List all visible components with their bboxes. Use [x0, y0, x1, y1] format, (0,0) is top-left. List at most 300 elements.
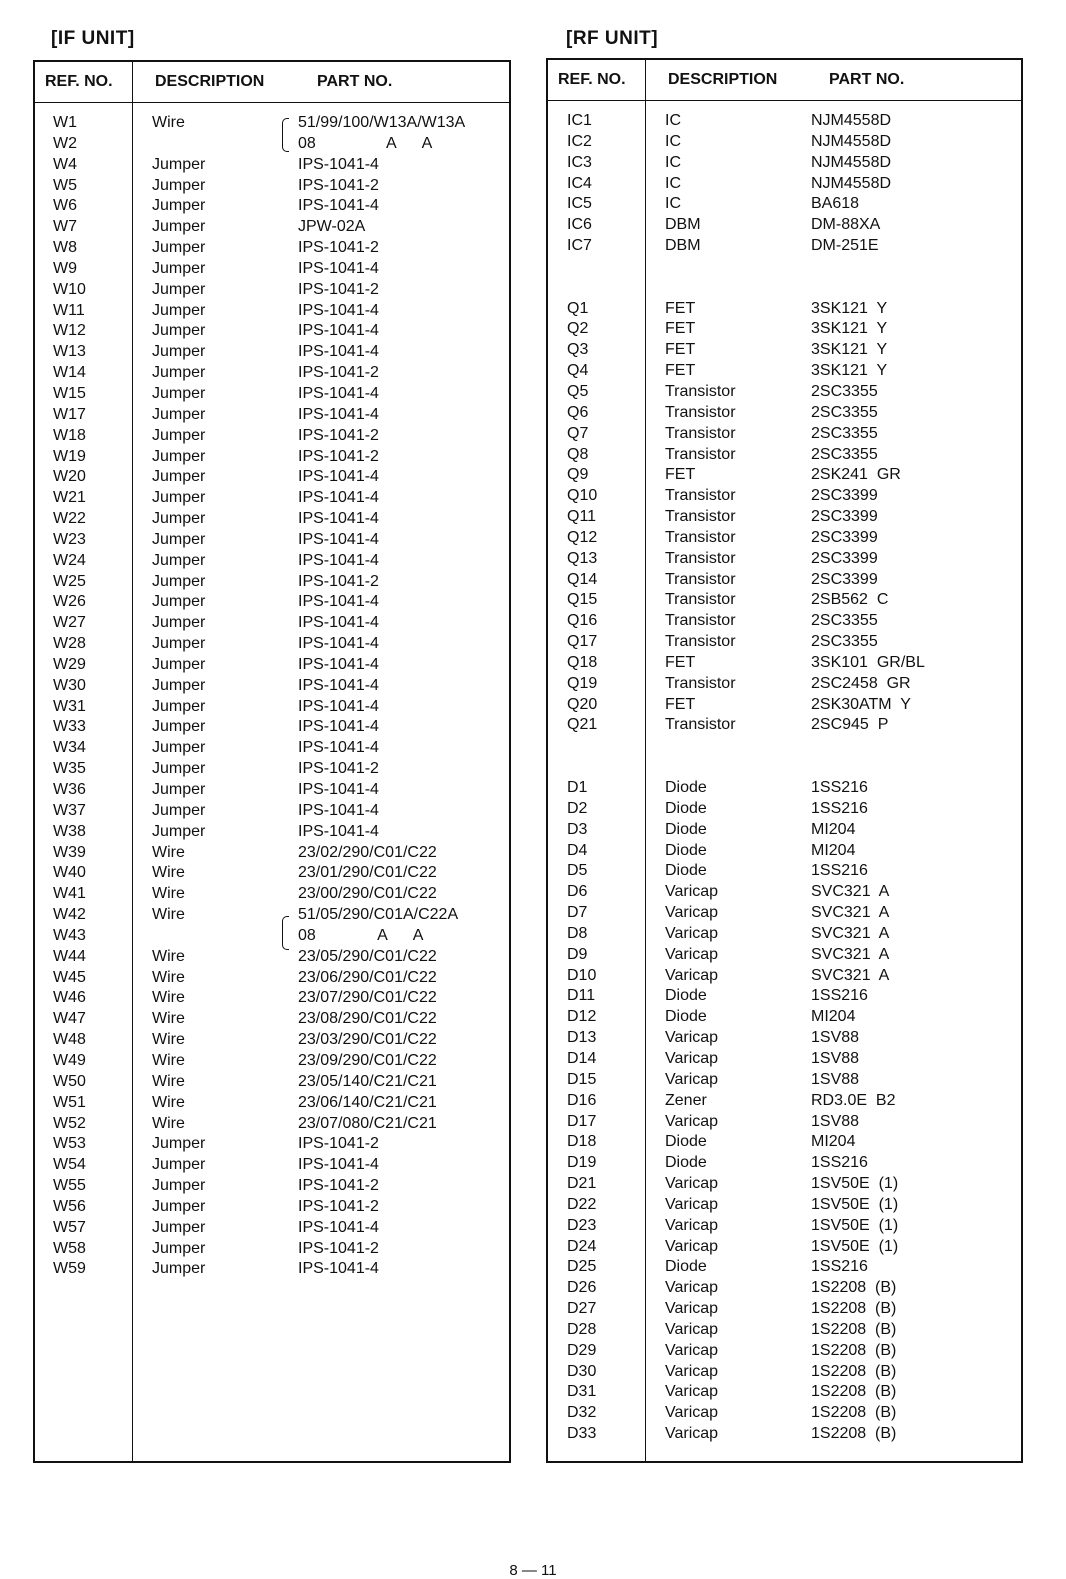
table-row — [35, 801, 509, 822]
table-row — [548, 674, 1021, 695]
part-number-cell: IPS-1041-2 — [298, 1239, 379, 1257]
table-row — [35, 1114, 509, 1135]
table-row — [548, 382, 1021, 403]
ref-cell: W46 — [53, 989, 86, 1007]
description-cell: Transistor — [665, 674, 736, 692]
ref-cell: W22 — [53, 510, 86, 528]
description-cell: Jumper — [152, 176, 206, 194]
description-cell: FET — [665, 320, 696, 338]
if-header-part: PART NO. — [317, 73, 393, 90]
ref-cell: IC7 — [567, 237, 592, 255]
description-cell: Wire — [152, 843, 185, 861]
table-row — [35, 1134, 509, 1155]
description-cell: Wire — [152, 968, 185, 986]
part-number-cell: IPS-1041-4 — [298, 197, 379, 215]
description-cell: Jumper — [152, 343, 206, 361]
description-cell: Varicap — [665, 1279, 719, 1297]
description-cell: Jumper — [152, 572, 206, 590]
ref-cell: W57 — [53, 1218, 86, 1236]
table-row — [35, 259, 509, 280]
part-number-cell: IPS-1041-4 — [298, 343, 379, 361]
description-cell: Varicap — [665, 1070, 719, 1088]
part-number-cell: 1SS216 — [811, 1258, 868, 1276]
table-row — [548, 778, 1021, 799]
table-row — [548, 882, 1021, 903]
description-cell: Jumper — [152, 405, 206, 423]
ref-cell: W13 — [53, 343, 86, 361]
table-row — [35, 780, 509, 801]
description-cell: Jumper — [152, 1177, 206, 1195]
description-cell: Varicap — [665, 945, 719, 963]
ref-cell: W35 — [53, 760, 86, 778]
table-row — [548, 340, 1021, 361]
part-number-cell: IPS-1041-4 — [298, 614, 379, 632]
part-number-cell: 23/05/140/C21/C21 — [298, 1072, 437, 1090]
table-row — [35, 384, 509, 405]
part-number-cell: IPS-1041-2 — [298, 1197, 379, 1215]
part-number-cell: MI204 — [811, 820, 856, 838]
ref-cell: Q16 — [567, 612, 598, 630]
ref-cell: D24 — [567, 1237, 597, 1255]
description-cell: Wire — [152, 885, 185, 903]
part-number-cell: 1S2208 (B) — [811, 1425, 897, 1443]
ref-cell: Q6 — [567, 403, 589, 421]
part-number-cell: 1S2208 (B) — [811, 1362, 897, 1380]
description-cell: Zener — [665, 1091, 707, 1109]
part-number-cell: BA618 — [811, 195, 860, 213]
ref-cell: IC4 — [567, 174, 592, 192]
description-cell: Jumper — [152, 739, 206, 757]
description-cell: FET — [665, 695, 696, 713]
table-row — [548, 861, 1021, 882]
ref-cell: D3 — [567, 820, 588, 838]
table-row — [548, 924, 1021, 945]
table-row — [548, 986, 1021, 1007]
ref-cell: W56 — [53, 1197, 86, 1215]
table-row — [548, 424, 1021, 445]
description-cell: DBM — [665, 237, 701, 255]
table-row — [548, 1320, 1021, 1341]
table-row — [35, 551, 509, 572]
table-row — [548, 1278, 1021, 1299]
description-cell: Diode — [665, 1133, 707, 1151]
table-row — [548, 215, 1021, 236]
part-number-cell: SVC321 A — [811, 904, 890, 922]
table-row — [548, 1028, 1021, 1049]
description-cell: Varicap — [665, 1049, 719, 1067]
description-cell: Varicap — [665, 883, 719, 901]
part-number-cell: IPS-1041-4 — [298, 530, 379, 548]
table-row — [548, 1112, 1021, 1133]
description-cell: Transistor — [665, 445, 736, 463]
part-number-cell: 23/02/290/C01/C22 — [298, 843, 437, 861]
ref-cell: W18 — [53, 426, 86, 444]
ref-cell: W19 — [53, 447, 86, 465]
ref-cell: Q1 — [567, 299, 589, 317]
if-bracket-w42-w43 — [282, 916, 289, 950]
table-row — [548, 1174, 1021, 1195]
table-row — [35, 947, 509, 968]
table-row — [35, 134, 509, 155]
part-number-cell: IPS-1041-4 — [298, 468, 379, 486]
part-number-cell: 23/06/290/C01/C22 — [298, 968, 437, 986]
table-row — [35, 447, 509, 468]
table-row — [35, 196, 509, 217]
description-cell: Diode — [665, 1258, 707, 1276]
ref-cell: Q2 — [567, 320, 589, 338]
part-number-cell: IPS-1041-4 — [298, 489, 379, 507]
description-cell: IC — [665, 132, 681, 150]
part-number-cell: 08 A A — [298, 134, 433, 152]
part-number-cell: IPS-1041-4 — [298, 1218, 379, 1236]
part-number-cell: 2SC3355 — [811, 612, 878, 630]
table-row — [548, 319, 1021, 340]
part-number-cell: 23/06/140/C21/C21 — [298, 1093, 437, 1111]
table-row — [35, 655, 509, 676]
ref-cell: W38 — [53, 822, 86, 840]
ref-cell: Q19 — [567, 674, 598, 692]
table-row — [548, 841, 1021, 862]
ref-cell: D30 — [567, 1362, 597, 1380]
ref-cell: D28 — [567, 1320, 597, 1338]
table-row — [548, 632, 1021, 653]
description-cell: Jumper — [152, 489, 206, 507]
table-row — [35, 676, 509, 697]
part-number-cell: 3SK121 Y — [811, 362, 888, 380]
table-row — [35, 238, 509, 259]
part-number-cell: DM-88XA — [811, 216, 881, 234]
table-row — [35, 1259, 509, 1280]
table-row — [548, 278, 1021, 299]
part-number-cell: MI204 — [811, 1133, 856, 1151]
description-cell: Transistor — [665, 570, 736, 588]
part-number-cell: IPS-1041-4 — [298, 405, 379, 423]
description-cell: Transistor — [665, 716, 736, 734]
ref-cell: W11 — [53, 301, 85, 319]
ref-cell: W12 — [53, 322, 86, 340]
part-number-cell: IPS-1041-4 — [298, 551, 379, 569]
ref-cell: Q13 — [567, 549, 598, 567]
ref-cell: D29 — [567, 1341, 597, 1359]
part-number-cell: IPS-1041-4 — [298, 301, 379, 319]
part-number-cell: IPS-1041-4 — [298, 384, 379, 402]
table-row — [35, 1176, 509, 1197]
description-cell: Jumper — [152, 1156, 206, 1174]
description-cell: Wire — [152, 1051, 185, 1069]
part-number-cell: 2SC3399 — [811, 549, 878, 567]
description-cell: Jumper — [152, 551, 206, 569]
part-number-cell: 2SC3355 — [811, 445, 878, 463]
part-number-cell: 1SV88 — [811, 1049, 860, 1067]
table-row — [548, 257, 1021, 278]
description-cell: Varicap — [665, 1216, 719, 1234]
table-row — [548, 507, 1021, 528]
table-row — [35, 301, 509, 322]
ref-cell: D33 — [567, 1425, 597, 1443]
part-number-cell: IPS-1041-2 — [298, 1177, 379, 1195]
table-row — [548, 695, 1021, 716]
table-row — [35, 1072, 509, 1093]
ref-cell: W39 — [53, 843, 86, 861]
part-number-cell: IPS-1041-4 — [298, 801, 379, 819]
ref-cell: Q14 — [567, 570, 598, 588]
part-number-cell: 1SS216 — [811, 987, 868, 1005]
description-cell: Diode — [665, 820, 707, 838]
part-number-cell: 1S2208 (B) — [811, 1341, 897, 1359]
description-cell: Varicap — [665, 1404, 719, 1422]
ref-cell: W20 — [53, 468, 86, 486]
ref-cell: W59 — [53, 1260, 86, 1278]
table-row — [548, 403, 1021, 424]
if-unit-table — [33, 60, 511, 1463]
part-number-cell: IPS-1041-4 — [298, 676, 379, 694]
table-row — [548, 570, 1021, 591]
part-number-cell: DM-251E — [811, 237, 879, 255]
table-row — [548, 445, 1021, 466]
ref-cell: D25 — [567, 1258, 597, 1276]
ref-cell: D18 — [567, 1133, 597, 1151]
table-row — [35, 843, 509, 864]
table-row — [35, 1218, 509, 1239]
table-row — [548, 361, 1021, 382]
description-cell: Wire — [152, 947, 185, 965]
table-row — [35, 738, 509, 759]
table-row — [548, 1424, 1021, 1445]
description-cell: Jumper — [152, 1135, 206, 1153]
ref-cell: D16 — [567, 1091, 597, 1109]
part-number-cell: 23/03/290/C01/C22 — [298, 1031, 437, 1049]
table-row — [35, 405, 509, 426]
part-number-cell: IPS-1041-4 — [298, 718, 379, 736]
table-row — [548, 1070, 1021, 1091]
table-row — [35, 363, 509, 384]
part-number-cell: 1SS216 — [811, 799, 868, 817]
ref-cell: D8 — [567, 924, 588, 942]
if-unit-title: [IF UNIT] — [51, 28, 135, 49]
table-row — [35, 717, 509, 738]
ref-cell: W6 — [53, 197, 77, 215]
part-number-cell: IPS-1041-2 — [298, 760, 379, 778]
ref-cell: W41 — [53, 885, 86, 903]
table-row — [548, 653, 1021, 674]
ref-cell: W31 — [53, 697, 86, 715]
description-cell: Varicap — [665, 1341, 719, 1359]
description-cell: IC — [665, 174, 681, 192]
rf-table-header — [548, 60, 1021, 101]
part-number-cell: IPS-1041-4 — [298, 822, 379, 840]
ref-cell: W24 — [53, 551, 86, 569]
part-number-cell: IPS-1041-4 — [298, 1156, 379, 1174]
description-cell: Jumper — [152, 447, 206, 465]
description-cell: Jumper — [152, 676, 206, 694]
part-number-cell: 1SS216 — [811, 1154, 868, 1172]
description-cell: Jumper — [152, 510, 206, 528]
if-table-header — [35, 62, 509, 103]
table-row — [35, 759, 509, 780]
part-number-cell: IPS-1041-2 — [298, 1135, 379, 1153]
description-cell: Jumper — [152, 593, 206, 611]
part-number-cell: IPS-1041-4 — [298, 1260, 379, 1278]
table-row — [548, 820, 1021, 841]
table-row — [35, 321, 509, 342]
part-number-cell: 2SB562 C — [811, 591, 889, 609]
ref-cell: W29 — [53, 655, 86, 673]
ref-cell: W44 — [53, 947, 86, 965]
part-number-cell: NJM4558D — [811, 153, 892, 171]
part-number-cell: 2SC3399 — [811, 570, 878, 588]
table-row — [35, 1009, 509, 1030]
description-cell: Varicap — [665, 1112, 719, 1130]
part-number-cell: MI204 — [811, 1008, 856, 1026]
rf-header-description: DESCRIPTION — [668, 71, 778, 88]
ref-cell: W7 — [53, 218, 77, 236]
description-cell: Varicap — [665, 1425, 719, 1443]
description-cell: Varicap — [665, 904, 719, 922]
rf-unit-table — [546, 58, 1023, 1463]
table-row — [35, 884, 509, 905]
ref-cell: W9 — [53, 259, 77, 277]
ref-cell: Q7 — [567, 424, 589, 442]
description-cell: Jumper — [152, 468, 206, 486]
description-cell: IC — [665, 153, 681, 171]
part-number-cell: MI204 — [811, 841, 856, 859]
ref-cell: W30 — [53, 676, 86, 694]
ref-cell: W15 — [53, 384, 86, 402]
description-cell: Wire — [152, 1093, 185, 1111]
description-cell: Jumper — [152, 635, 206, 653]
description-cell: Varicap — [665, 1237, 719, 1255]
part-number-cell: 2SK241 GR — [811, 466, 901, 484]
ref-cell: IC5 — [567, 195, 592, 213]
description-cell: Wire — [152, 114, 185, 131]
table-row — [35, 155, 509, 176]
ref-cell: D2 — [567, 799, 588, 817]
table-row — [35, 634, 509, 655]
part-number-cell: NJM4558D — [811, 132, 892, 150]
table-row — [548, 1195, 1021, 1216]
description-cell: Transistor — [665, 424, 736, 442]
ref-cell: W54 — [53, 1156, 86, 1174]
part-number-cell: 1SV88 — [811, 1029, 860, 1047]
part-number-cell: 23/01/290/C01/C22 — [298, 864, 437, 882]
ref-cell: Q8 — [567, 445, 589, 463]
ref-cell: Q17 — [567, 633, 598, 651]
part-number-cell: IPS-1041-4 — [298, 635, 379, 653]
part-number-cell: 1S2208 (B) — [811, 1383, 897, 1401]
part-number-cell: 1SS216 — [811, 779, 868, 796]
ref-cell: D17 — [567, 1112, 597, 1130]
ref-cell: W2 — [53, 134, 77, 152]
table-row — [548, 736, 1021, 757]
table-row — [548, 966, 1021, 987]
table-row — [548, 1153, 1021, 1174]
ref-cell: W25 — [53, 572, 86, 590]
table-row — [548, 194, 1021, 215]
part-number-cell: 23/08/290/C01/C22 — [298, 1010, 437, 1028]
ref-cell: D31 — [567, 1383, 597, 1401]
description-cell: Transistor — [665, 528, 736, 546]
table-row — [548, 299, 1021, 320]
description-cell: Jumper — [152, 697, 206, 715]
description-cell: Wire — [152, 1010, 185, 1028]
part-number-cell: 51/99/100/W13A/W13A — [298, 114, 466, 131]
description-cell: Varicap — [665, 1029, 719, 1047]
ref-cell: W8 — [53, 239, 77, 257]
if-header-ref: REF. NO. — [45, 73, 113, 90]
table-row — [35, 509, 509, 530]
part-number-cell: NJM4558D — [811, 174, 892, 192]
description-cell: Varicap — [665, 1383, 719, 1401]
ref-cell: IC2 — [567, 132, 592, 150]
table-row — [35, 905, 509, 926]
description-cell: Transistor — [665, 508, 736, 526]
part-number-cell: IPS-1041-4 — [298, 259, 379, 277]
description-cell: FET — [665, 341, 696, 359]
part-number-cell: 23/05/290/C01/C22 — [298, 947, 437, 965]
table-row — [35, 988, 509, 1009]
ref-cell: D23 — [567, 1216, 597, 1234]
table-row — [35, 592, 509, 613]
rf-unit-title: [RF UNIT] — [566, 28, 659, 49]
description-cell: Jumper — [152, 781, 206, 798]
ref-cell: Q11 — [567, 508, 597, 526]
table-row — [548, 1049, 1021, 1070]
table-row — [35, 968, 509, 989]
ref-cell: D15 — [567, 1070, 597, 1088]
ref-cell: Q3 — [567, 341, 589, 359]
ref-cell: W5 — [53, 176, 77, 194]
table-row — [35, 426, 509, 447]
table-row — [548, 236, 1021, 257]
rf-header-ref: REF. NO. — [558, 71, 626, 88]
description-cell: Jumper — [152, 718, 206, 736]
table-row — [548, 174, 1021, 195]
description-cell: Varicap — [665, 1300, 719, 1318]
part-number-cell: IPS-1041-4 — [298, 155, 379, 173]
description-cell: Diode — [665, 862, 707, 880]
ref-cell: W51 — [53, 1093, 86, 1111]
rf-header-part: PART NO. — [829, 71, 905, 88]
part-number-cell: 23/07/080/C21/C21 — [298, 1114, 437, 1132]
part-number-cell: IPS-1041-2 — [298, 239, 379, 257]
ref-cell: IC6 — [567, 216, 592, 234]
description-cell: Varicap — [665, 966, 719, 984]
table-row — [35, 530, 509, 551]
part-number-cell: 1S2208 (B) — [811, 1279, 897, 1297]
description-cell: Jumper — [152, 197, 206, 215]
table-row — [548, 1403, 1021, 1424]
part-number-cell: SVC321 A — [811, 883, 890, 901]
ref-cell: W58 — [53, 1239, 86, 1257]
part-number-cell: 1SS216 — [811, 862, 868, 880]
description-cell: FET — [665, 653, 696, 671]
table-row — [548, 590, 1021, 611]
part-number-cell: SVC321 A — [811, 945, 890, 963]
table-row — [35, 822, 509, 843]
description-cell: Jumper — [152, 760, 206, 778]
ref-cell: D11 — [567, 987, 596, 1005]
description-cell: Diode — [665, 841, 707, 859]
table-row — [548, 1299, 1021, 1320]
description-cell: Diode — [665, 1008, 707, 1026]
description-cell: Wire — [152, 864, 185, 882]
ref-cell: W48 — [53, 1031, 86, 1049]
description-cell: Jumper — [152, 301, 206, 319]
ref-cell: D6 — [567, 883, 588, 901]
ref-cell: W49 — [53, 1051, 86, 1069]
ref-cell: W42 — [53, 906, 86, 924]
description-cell: Wire — [152, 989, 185, 1007]
